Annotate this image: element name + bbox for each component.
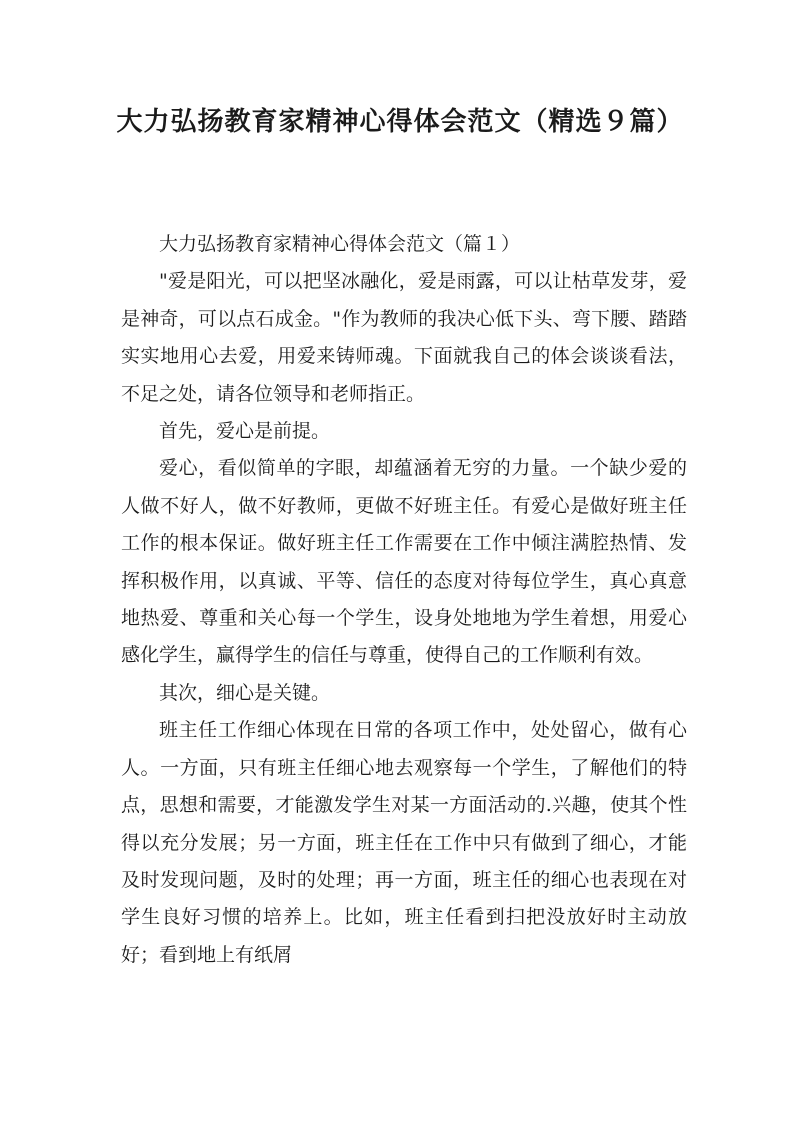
body-paragraph: 其次，细心是关键。 [159, 681, 331, 704]
body-paragraph: "爱是阳光，可以把坚冰融化，爱是雨露，可以让枯草发芽，爱是神奇，可以点石成金。"作为教师的我决心低下头、弯下腰、踏踏实实地用心去爱，用爱来铸师魂。下面就我自己的体会谈谈看法，不足之处，请各位领导和老师指正。 [121, 270, 687, 405]
body-paragraph: 班主任工作细心体现在日常的各项工作中，处处留心，做有心人。一方面，只有班主任细心地去观察每一个学生，了解他们的特点，思想和需要，才能激发学生对某一方面活动的.兴趣，使其个性得以充分发展；另一方面，班主任在工作中只有做到了细心，才能及时发现问题，及时的处理；再一方面，班主任的细心也表现在对学生良好习惯的培养上。比如，班主任看到扫把没放好时主动放好；看到地上有纸屑 [121, 719, 687, 966]
section-heading: 大力弘扬教育家精神心得体会范文（篇１） [159, 233, 521, 255]
document-title: 大力弘扬教育家精神心得体会范文（精选９篇） [116, 107, 684, 137]
document-body [121, 226, 687, 974]
body-paragraph: 首先，爱心是前提。 [159, 420, 331, 443]
body-paragraph: 爱心，看似简单的字眼，却蕴涵着无穷的力量。一个缺少爱的人做不好人，做不好教师，更做不好班主任。有爱心是做好班主任工作的根本保证。做好班主任工作需要在工作中倾注满腔热情、发挥积极作用，以真诚、平等、信任的态度对待每位学生，真心真意地热爱、尊重和关心每一个学生，设身处地地为学生着想，用爱心感化学生，赢得学生的信任与尊重，使得自己的工作顺利有效。 [121, 457, 687, 667]
